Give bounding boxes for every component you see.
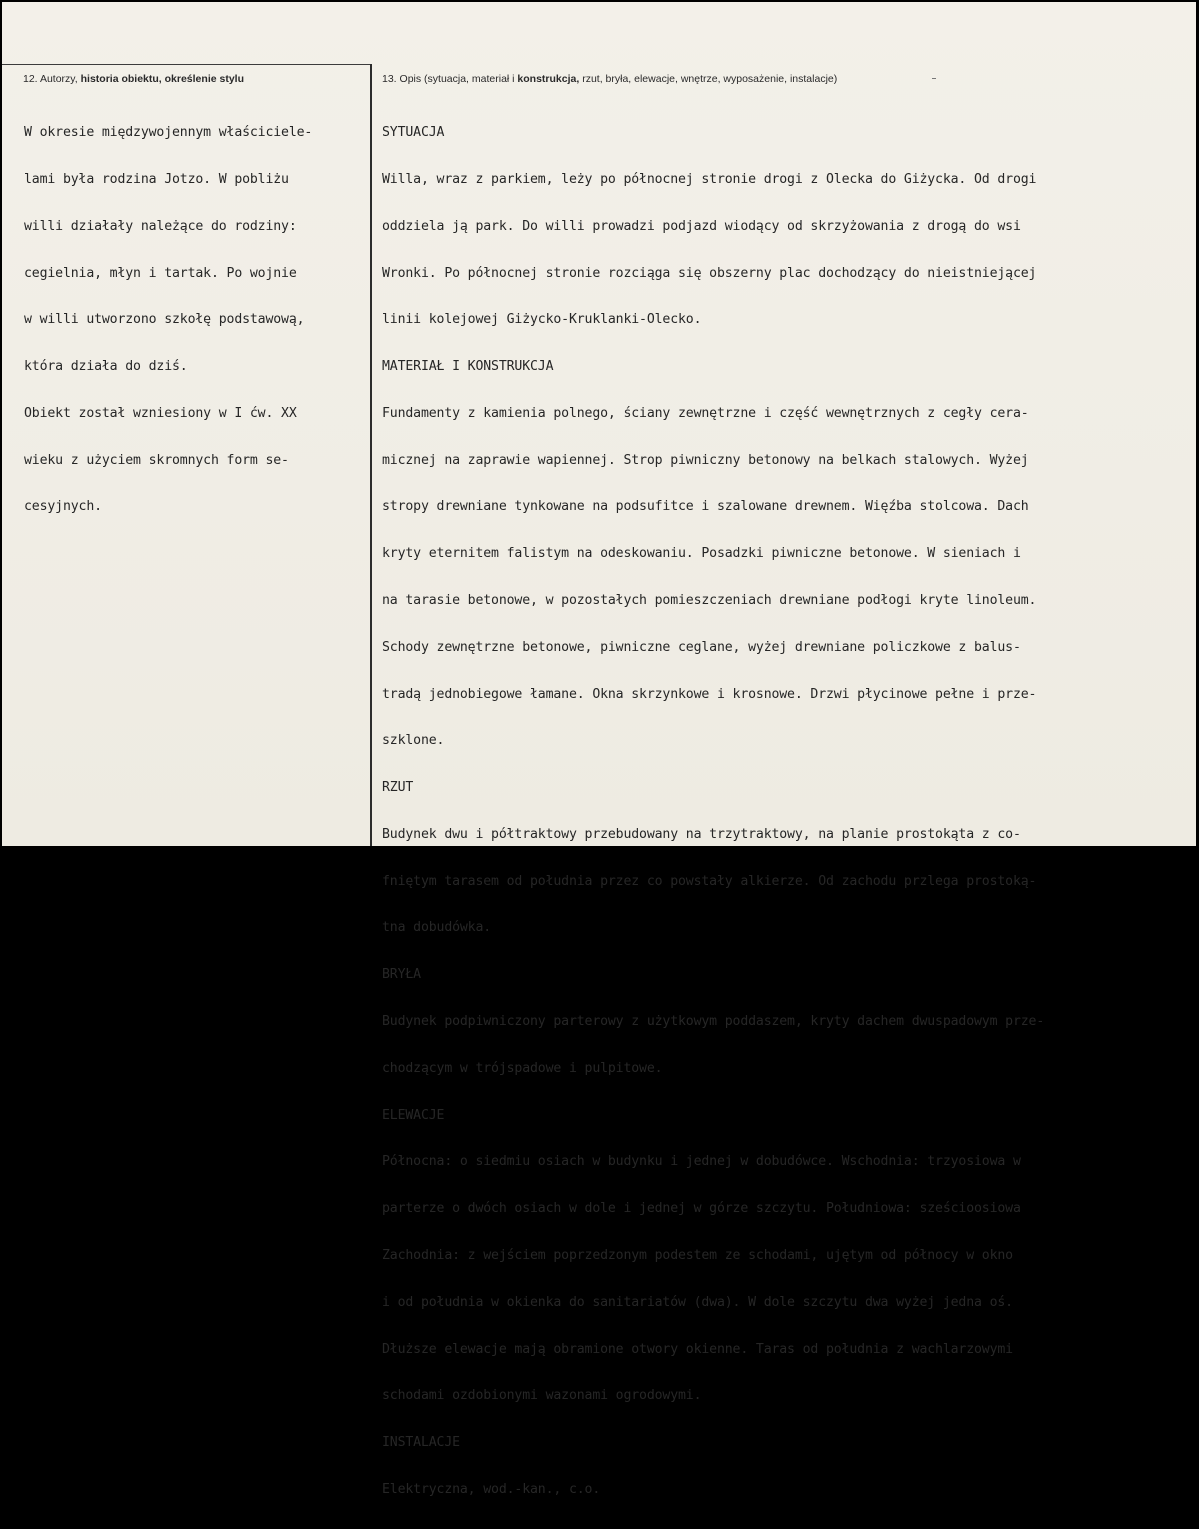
description-heading-part-d: rzut, bryła, elewacje, wnętrze, wyposażenie, instalacje): [582, 73, 838, 85]
section-title-situation: SYTUACJA: [382, 125, 445, 141]
description-line: tradą jednobiegowe łamane. Okna skrzynkowe i krosnowe. Drzwi płycinowe pełne i prze-: [382, 686, 1037, 702]
description-line: szklone.: [382, 733, 445, 749]
description-line: Zachodnia: z wejściem poprzedzonym podestem ze schodami, ujętym od północy w okno: [382, 1247, 1013, 1263]
description-heading-part-b: (sytuacja, materiał i: [424, 73, 515, 85]
description-line: Budynek podpiwniczony parterowy z użytkowym poddaszem, kryty dachem dwuspadowym prze-: [382, 1014, 1045, 1030]
history-line: cesyjnych.: [24, 499, 102, 515]
section-title-massing: BRYŁA: [382, 967, 421, 983]
history-heading-part-b: historia obiektu,: [80, 73, 162, 85]
section-title-installations: INSTALACJE: [382, 1435, 460, 1451]
description-line: schodami ozdobionymi wazonami ogrodowymi.: [382, 1388, 702, 1404]
description-heading-number: 13.: [382, 73, 397, 85]
section-title-elevations: ELEWACJE: [382, 1107, 445, 1123]
description-line: fniętym tarasem od południa przez co powstały alkierze. Od zachodu przlega prostoką-: [382, 873, 1037, 889]
history-text: [24, 94, 312, 546]
description-line: na tarasie betonowe, w pozostałych pomieszczeniach drewniane podłogi kryte linoleum.: [382, 593, 1037, 608]
description-line: Elektryczna, wod.-kan., c.o.: [382, 1481, 601, 1497]
description-heading-part-c: konstrukcja,: [517, 73, 580, 85]
history-line: cegielnia, młyn i tartak. Po wojnie: [24, 265, 297, 281]
history-heading-number: 12.: [23, 73, 38, 85]
history-heading-part-c: określenie stylu: [164, 73, 244, 85]
history-line: która działa do dziś.: [24, 359, 188, 375]
description-line: Willa, wraz z parkiem, leży po północnej stronie drogi z Olecka do Giżycka. Od drogi: [382, 171, 1037, 187]
section-title-plan: RZUT: [382, 780, 414, 796]
section-title-material: MATERIAŁ I KONSTRUKCJA: [382, 359, 554, 375]
history-heading-part-a: Autorzy,: [39, 73, 78, 85]
description-line: kryty eternitem falistym na odeskowaniu. Posadzki piwniczne betonowe. W sieniach i: [382, 546, 1021, 562]
description-line: Schody zewnętrzne betonowe, piwniczne ceglane, wyżej drewniane policzkowe z balus-: [382, 639, 1021, 655]
description-heading: [382, 73, 837, 85]
description-text: [382, 94, 1044, 1529]
history-line: W okresie międzywojennym właściciele-: [24, 125, 313, 141]
history-line: wieku z użyciem skromnych form se-: [24, 452, 289, 468]
description-line: tna dobudówka.: [382, 920, 492, 936]
header-rule: [2, 64, 370, 65]
description-line: i od południa w okienka do sanitariatów (dwa). W dole szczytu dwa wyżej jedna oś.: [382, 1294, 1013, 1310]
description-line: Wronki. Po północnej stronie rozciąga się obszerny plac dochodzący do nieistniejącej: [382, 265, 1037, 281]
description-line: Budynek dwu i półtraktowy przebudowany na trzytraktowy, na planie prostokąta z co-: [382, 826, 1021, 842]
history-line: willi działały należące do rodziny:: [24, 218, 297, 234]
stray-mark: [932, 78, 936, 79]
history-line: lami była rodzina Jotzo. W pobliżu: [24, 171, 289, 187]
description-line: micznej na zaprawie wapiennej. Strop piwniczny betonowy na belkach stalowych. Wyżej: [382, 452, 1029, 468]
description-line: Północna: o siedmiu osiach w budynku i jednej w dobudówce. Wschodnia: trzyosiowa w: [382, 1154, 1021, 1170]
history-heading: [23, 73, 244, 85]
description-line: Fundamenty z kamienia polnego, ściany zewnętrzne i część wewnętrznych z cegły cera-: [382, 405, 1029, 421]
description-line: Dłuższe elewacje mają obramione otwory okienne. Taras od południa z wachlarzowymi: [382, 1341, 1013, 1357]
description-line: linii kolejowej Giżycko-Kruklanki-Olecko.: [382, 312, 702, 328]
history-line: w willi utworzono szkołę podstawową,: [24, 312, 305, 328]
history-line: Obiekt został wzniesiony w I ćw. XX: [24, 405, 297, 421]
description-line: stropy drewniane tynkowane na podsufitce i szalowane drewnem. Więźba stolcowa. Dach: [382, 499, 1029, 515]
description-heading-part-a: Opis: [399, 73, 422, 85]
record-card: [2, 2, 1196, 1497]
description-line: chodzącym w trójspadowe i pulpitowe.: [382, 1060, 663, 1076]
description-line: oddziela ją park. Do willi prowadzi podjazd wiodący od skrzyżowania z drogą do wsi: [382, 218, 1021, 234]
column-divider: [370, 64, 372, 846]
description-line: parterze o dwóch osiach w dole i jednej w górze szczytu. Południowa: sześcioosiowa: [382, 1201, 1021, 1217]
